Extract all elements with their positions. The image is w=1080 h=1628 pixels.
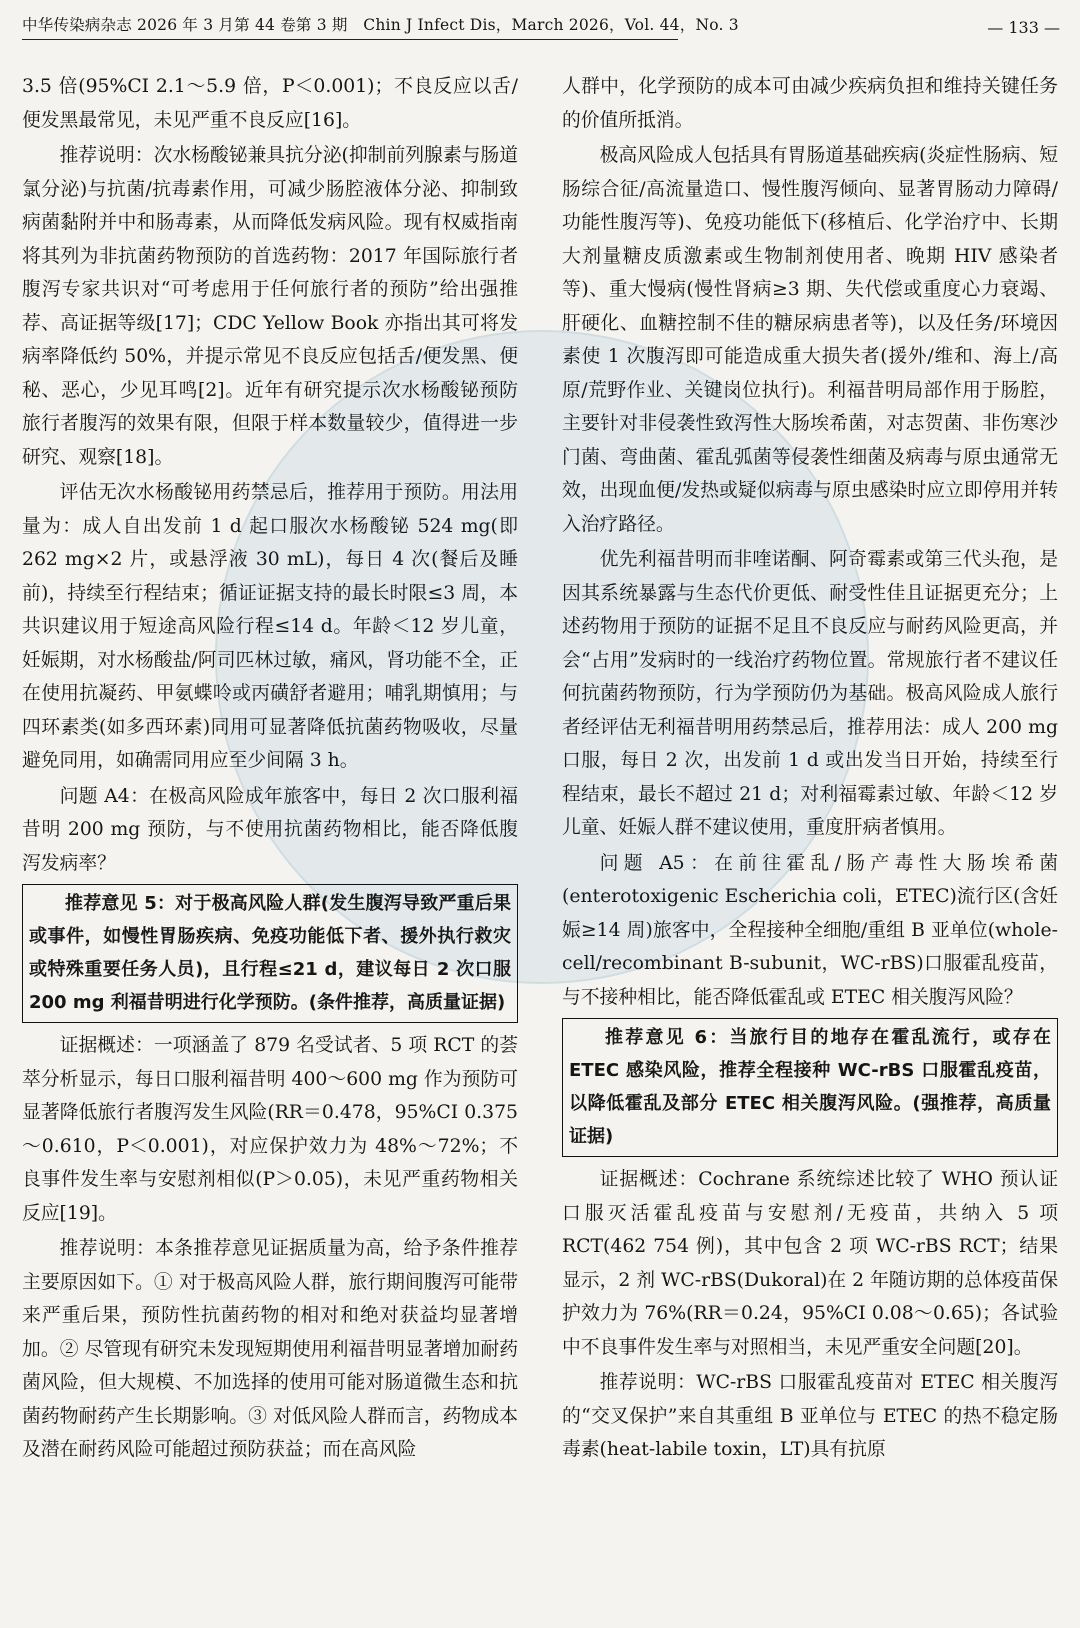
paragraph: 推荐说明：本条推荐意见证据质量为高，给予条件推荐主要原因如下。① 对于极高风险人群，旅行期间腹泻可能带来严重后果，预防性抗菌药物的相对和绝对获益均显著增加。② 尽管现有研究未发现短期使用利福昔明显著增加耐药菌风险，但大规模、不加选择的使用可能对肠道微生态和抗菌药物耐药产生长期影响。③ 对低风险人群而言，药物成本及潜在耐药风险可能超过预防获益；而在高风险	[22, 1238, 518, 1460]
paragraph: 3.5 倍(95%CI 2.1～5.9 倍，P＜0.001)；不良反应以舌/便发黑最常见，未见严重不良反应[16]。	[22, 76, 518, 131]
recommendation-5-text: 推荐意见 5：对于极高风险人群(发生腹泻导致严重后果或事件，如慢性胃肠疾病、免疫功能低下者、援外执行救灾或特殊重要任务人员)，且行程≤21 d，建议每日 2 次口服 200 mg 利福昔明进行化学预防。(条件推荐，高质量证据)	[29, 893, 511, 1013]
paragraph: 评估无次水杨酸铋用药禁忌后，推荐用于预防。用法用量为：成人自出发前 1 d 起口服次水杨酸铋 524 mg(即 262 mg×2 片，或悬浮液 30 mL)，每日 4 次(餐后及睡前)，持续至行程结束；循证证据支持的最长时限≤3 周，本共识建议用于短途高风险行程≤14 d。年龄＜12 岁儿童，妊娠期，对水杨酸盐/阿司匹林过敏，痛风，肾功能不全，正在使用抗凝药、甲氨蝶呤或丙磺舒者避用；哺乳期慎用；与四环素类(如多西环素)同用可显著降低抗菌药物吸收，尽量避免同用，如确需同用应至少间隔 3 h。	[22, 482, 518, 771]
paragraph: 优先利福昔明而非喹诺酮、阿奇霉素或第三代头孢，是因其系统暴露与生态代价更低、耐受性佳且证据更充分；上述药物用于预防的证据不足且不良反应与耐药风险更高，并会“占用”发病时的一线治疗药物位置。常规旅行者不建议任何抗菌药物预防，行为学预防仍为基础。极高风险成人旅行者经评估无利福昔明用药禁忌后，推荐用法：成人 200 mg 口服，每日 2 次，出发前 1 d 或出发当日开始，持续至行程结束，最长不超过 21 d；对利福霉素过敏、年龄＜12 岁儿童、妊娠人群不建议使用，重度肝病者慎用。	[562, 549, 1058, 838]
paragraph: 人群中，化学预防的成本可由减少疾病负担和维持关键任务的价值所抵消。	[562, 76, 1058, 131]
question-a5: 问题 A5：在前往霍乱/肠产毒性大肠埃希菌(enterotoxigenic Escherichia coli，ETEC)流行区(含妊娠≥14 周)旅客中，全程接种全细胞/重组 B 亚单位(whole-cell/recombinant B-subunit，WC-rBS)口服霍乱疫苗，与不接种相比，能否降低霍乱或 ETEC 相关腹泻风险？	[562, 852, 1059, 1008]
recommendation-5-box	[22, 884, 518, 1023]
right-column	[562, 70, 1058, 1469]
recommendation-6-box	[562, 1018, 1058, 1157]
paragraph: 推荐说明：WC-rBS 口服霍乱疫苗对 ETEC 相关腹泻的“交叉保护”来自其重组 B 亚单位与 ETEC 的热不稳定肠毒素(heat-labile toxin，LT)具有抗原	[562, 1372, 1058, 1460]
left-column	[22, 70, 518, 1469]
paragraph: 极高风险成人包括具有胃肠道基础疾病(炎症性肠病、短肠综合征/高流量造口、慢性腹泻倾向、显著胃肠动力障碍/功能性腹泻等)、免疫功能低下(移植后、化学治疗中、长期大剂量糖皮质激素或生物制剂使用者、晚期 HIV 感染者等)、重大慢病(慢性肾病≥3 期、失代偿或重度心力衰竭、肝硬化、血糖控制不佳的糖尿病患者等)，以及任务/环境因素使 1 次腹泻即可能造成重大损失者(援外/维和、海上/高原/荒野作业、关键岗位执行)。利福昔明局部作用于肠腔，主要针对非侵袭性致泻性大肠埃希菌，对志贺菌、非伤寒沙门菌、弯曲菌、霍乱弧菌等侵袭性细菌及病毒与原虫通常无效，出现血便/发热或疑似病毒与原虫感染时应立即停用并转入治疗路径。	[562, 145, 1058, 535]
question-a4: 问题 A4：在极高风险成年旅客中，每日 2 次口服利福昔明 200 mg 预防，与不使用抗菌药物相比，能否降低腹泻发病率？	[22, 785, 518, 874]
running-head: 中华传染病杂志 2026 年 3 月第 44 卷第 3 期 Chin J Infect Dis，March 2026，Vol. 44，No. 3	[22, 14, 678, 40]
paragraph: 证据概述：Cochrane 系统综述比较了 WHO 预认证口服灭活霍乱疫苗与安慰剂/无疫苗，共纳入 5 项 RCT(462 754 例)，其中包含 2 项 WC-rBS RCT；结果显示，2 剂 WC-rBS(Dukoral)在 2 年随访期的总体疫苗保护效力为 76%(RR＝0.24，95%CI 0.08～0.65)；各试验中不良事件发生率与对照相当，未见严重安全问题[20]。	[562, 1169, 1058, 1358]
recommendation-6-text: 推荐意见 6：当旅行目的地存在霍乱流行，或存在 ETEC 感染风险，推荐全程接种 WC-rBS 口服霍乱疫苗，以降低霍乱及部分 ETEC 相关腹泻风险。(强推荐，高质量证据)	[569, 1027, 1051, 1147]
paragraph: 证据概述：一项涵盖了 879 名受试者、5 项 RCT 的荟萃分析显示，每日口服利福昔明 400～600 mg 作为预防可显著降低旅行者腹泻发生风险(RR＝0.478，95%CI 0.375～0.610，P＜0.001)，对应保护效力为 48%～72%；不良事件发生率与安慰剂相似(P＞0.05)，未见严重药物相关反应[19]。	[22, 1035, 518, 1224]
paragraph: 推荐说明：次水杨酸铋兼具抗分泌(抑制前列腺素与肠道氯分泌)与抗菌/抗毒素作用，可减少肠腔液体分泌、抑制致病菌黏附并中和肠毒素，从而降低发病风险。现有权威指南将其列为非抗菌药物预防的首选药物：2017 年国际旅行者腹泻专家共识对“可考虑用于任何旅行者的预防”给出强推荐、高证据等级[17]；CDC Yellow Book 亦指出其可将发病率降低约 50%，并提示常见不良反应包括舌/便发黑、便秘、恶心，少见耳鸣[2]。近年有研究提示次水杨酸铋预防旅行者腹泻的效果有限，但限于样本数量较少，值得进一步研究、观察[18]。	[22, 145, 518, 468]
page-number: — 133 —	[987, 18, 1060, 37]
